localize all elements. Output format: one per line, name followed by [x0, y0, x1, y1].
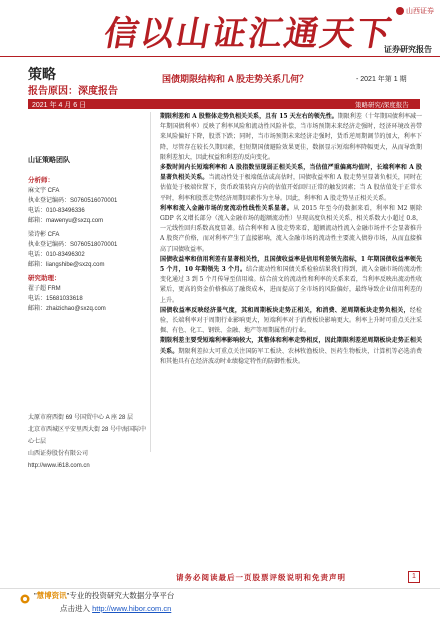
analyst-email[interactable]: 邮箱：liangshibe@sxzq.com	[28, 262, 105, 268]
company-website[interactable]: http://www.i618.com.cn	[28, 463, 90, 469]
company-name: 山西证券股份有限公司	[28, 451, 89, 457]
disclaimer-notice: 请务必阅读最后一页股票评级说明和免责声明	[176, 573, 346, 582]
analyst-cert: 执业登记编码：S0760518070001	[28, 242, 118, 248]
analyst-tel: 电话：010-83496302	[28, 252, 85, 258]
address-line: 太原市府西街 69 号国贸中心 A 座 28 层	[28, 415, 134, 421]
page-number: 1	[408, 571, 420, 583]
contact-email[interactable]: 邮箱：zhaizichao@sxzq.com	[28, 306, 106, 312]
main-body	[160, 112, 422, 367]
report-issue: - 2021 年第 1 期	[356, 76, 407, 83]
paragraph	[160, 336, 422, 367]
team-heading: 山证策略团队	[28, 157, 70, 164]
report-type: 报告原因：深度报告	[28, 86, 118, 97]
page-title: 国债期限结构和 A 股走势关系几何？	[162, 74, 309, 84]
report-tag: 证券研究报告	[384, 45, 432, 54]
report-date: 2021 年 4 月 6 日	[32, 102, 87, 109]
paragraph-lead: 期限利差和 A 股整体走势负相关关系，且有 15 天左右的领先性。	[160, 113, 338, 120]
paragraph	[160, 112, 422, 163]
paragraph-text: 期限利差拉大可重点关注国防军工板块、农林牧渔板块、医药生物板块，计算机等必选消费和其他具有在经济波动时业绩稳定特性的防御性板块。	[160, 347, 422, 365]
paragraph-lead: 利率和流入金融市场的宽流动性线性关系显著。	[160, 204, 294, 212]
analyst-label: 分析师：	[28, 177, 54, 184]
paragraph-text: 从 2015 年至今的数据来看，利率和 M2 剔除 GDP 名义增长部分（流入金融市场的超额流动性）呈现高度负相关关系，相关系数大小超过 0.8，一元线性回归系数高度显著。结合利率和 A 股走势来看，超额流动性流入金融市场并不会显著推升 A 股资产价格，而对利率产生了直接影响，流入金融市场的流动性主要流入债券市场，从而直接推高了国债收益率。	[160, 204, 422, 253]
footer-link-line	[60, 603, 171, 614]
paragraph-text: 期限利差（十年期国债利率减一年期国债利率）反映了利率风险和流动性风险补偿，当市场预期未来经济走强时，经济环境改善带来风险偏好下降，股票下跌；同时，当市场预期未来经济走强时，货币逆周期调节的加大，利率下降，尽管存在较长久期因素，但短期国债避险效果更佳，数据显示短端利率降幅更大，从而导致期限利差加大，因此权益和利差的反向变化。	[160, 113, 422, 161]
paragraph-lead: 国债收益率和信用利差有显著相关性，且国债收益率是信用利差领先指标，1 年期国债收益率领先 5 个月，10 年期领先 3 个月。	[160, 255, 422, 274]
column-divider	[150, 112, 151, 452]
slogan-text: "专业的投资研究大数据分享平台	[66, 591, 175, 600]
contact-name: 翟子超 FRM	[28, 286, 61, 292]
report-category: 策略	[28, 66, 56, 82]
paragraph-text: 经检验，长端利率对于周期行业影响更大，短端利率对于消费板块影响更大。利率上升时可重点关注采掘、有色、化工、钢铁、金融、地产等周期属性的行业。	[160, 306, 422, 335]
hibor-logo-icon	[20, 594, 30, 604]
hibor-brand: 慧博资讯	[36, 591, 67, 600]
paragraph-lead: 多数时间内长短端利率和 A 股指数呈现弱正相关关系，当估值严重偏离均值时，长端利率和 A 股显著负相关关系。	[160, 164, 422, 182]
paragraph-lead: 期限利差主要受短端利率影响较大，其整体和利率走势相反，因此期限利差逆周期板块走势正相关关系。	[160, 337, 422, 355]
quote-mark: "	[34, 591, 37, 600]
report-section: 策略研究/深度报告	[355, 102, 409, 109]
logo-icon	[396, 7, 404, 15]
click-prompt: 点击进入	[60, 604, 90, 613]
paragraph-text: 结合流动性和国债关系检验结果我们得到，流入金融市场的流动性变化通过 3 到 5 个月传导至信用端。结合前文的流动性和利率的关系来看，当利率反映出流动性收紧后，更高的资金价格推高了融资成本，进而提高了全市场的风险偏好，最终导致企业信用利差的上升。	[160, 266, 422, 304]
paragraph	[160, 163, 422, 204]
paragraph	[160, 204, 422, 255]
paragraph	[160, 255, 422, 306]
analyst-email[interactable]: 邮箱：mawenyu@sxzq.com	[28, 218, 104, 224]
paragraph	[160, 306, 422, 337]
header-divider	[0, 56, 440, 57]
analyst-name: 麻文宇 CFA	[28, 188, 60, 194]
analyst-cert: 执业登记编码：S0760516070001	[28, 198, 118, 204]
brand-name: 山西证券	[406, 8, 434, 15]
contact-label: 研究助理：	[28, 275, 61, 282]
sidebar-company	[28, 412, 146, 472]
footer-slogan	[34, 590, 174, 601]
address-line: 北京市西城区平安里西大街 28 号中海国际中心七层	[28, 427, 147, 445]
sidebar-team	[28, 156, 146, 314]
paragraph-lead: 国债收益率反映经济景气度，其和周期板块走势正相关，和消费、逆周期板块走势负相关，	[160, 306, 410, 314]
hibor-link[interactable]: http://www.hibor.com.cn	[92, 604, 172, 613]
analyst-tel: 电话：010-83496336	[28, 208, 85, 214]
brand-logo	[396, 6, 434, 16]
brand-calligraphy: 信以山证汇通天下	[100, 14, 396, 54]
paragraph-text: 当流动性处于极端低估或高估时，国债收益率和 A 股走势呈显著负相关，同时在估值处于极端位置下，货币政策转向方向的估值开始回归正常的触发因素；当 A 股估值处于正常水平时，利率和股票走势经济周期因素作为主导。因此，利率和 A 股走势呈正相关关系。	[160, 174, 422, 202]
contact-tel: 电话：15681033618	[28, 296, 83, 302]
analyst-name: 梁诗彬 CFA	[28, 232, 60, 238]
